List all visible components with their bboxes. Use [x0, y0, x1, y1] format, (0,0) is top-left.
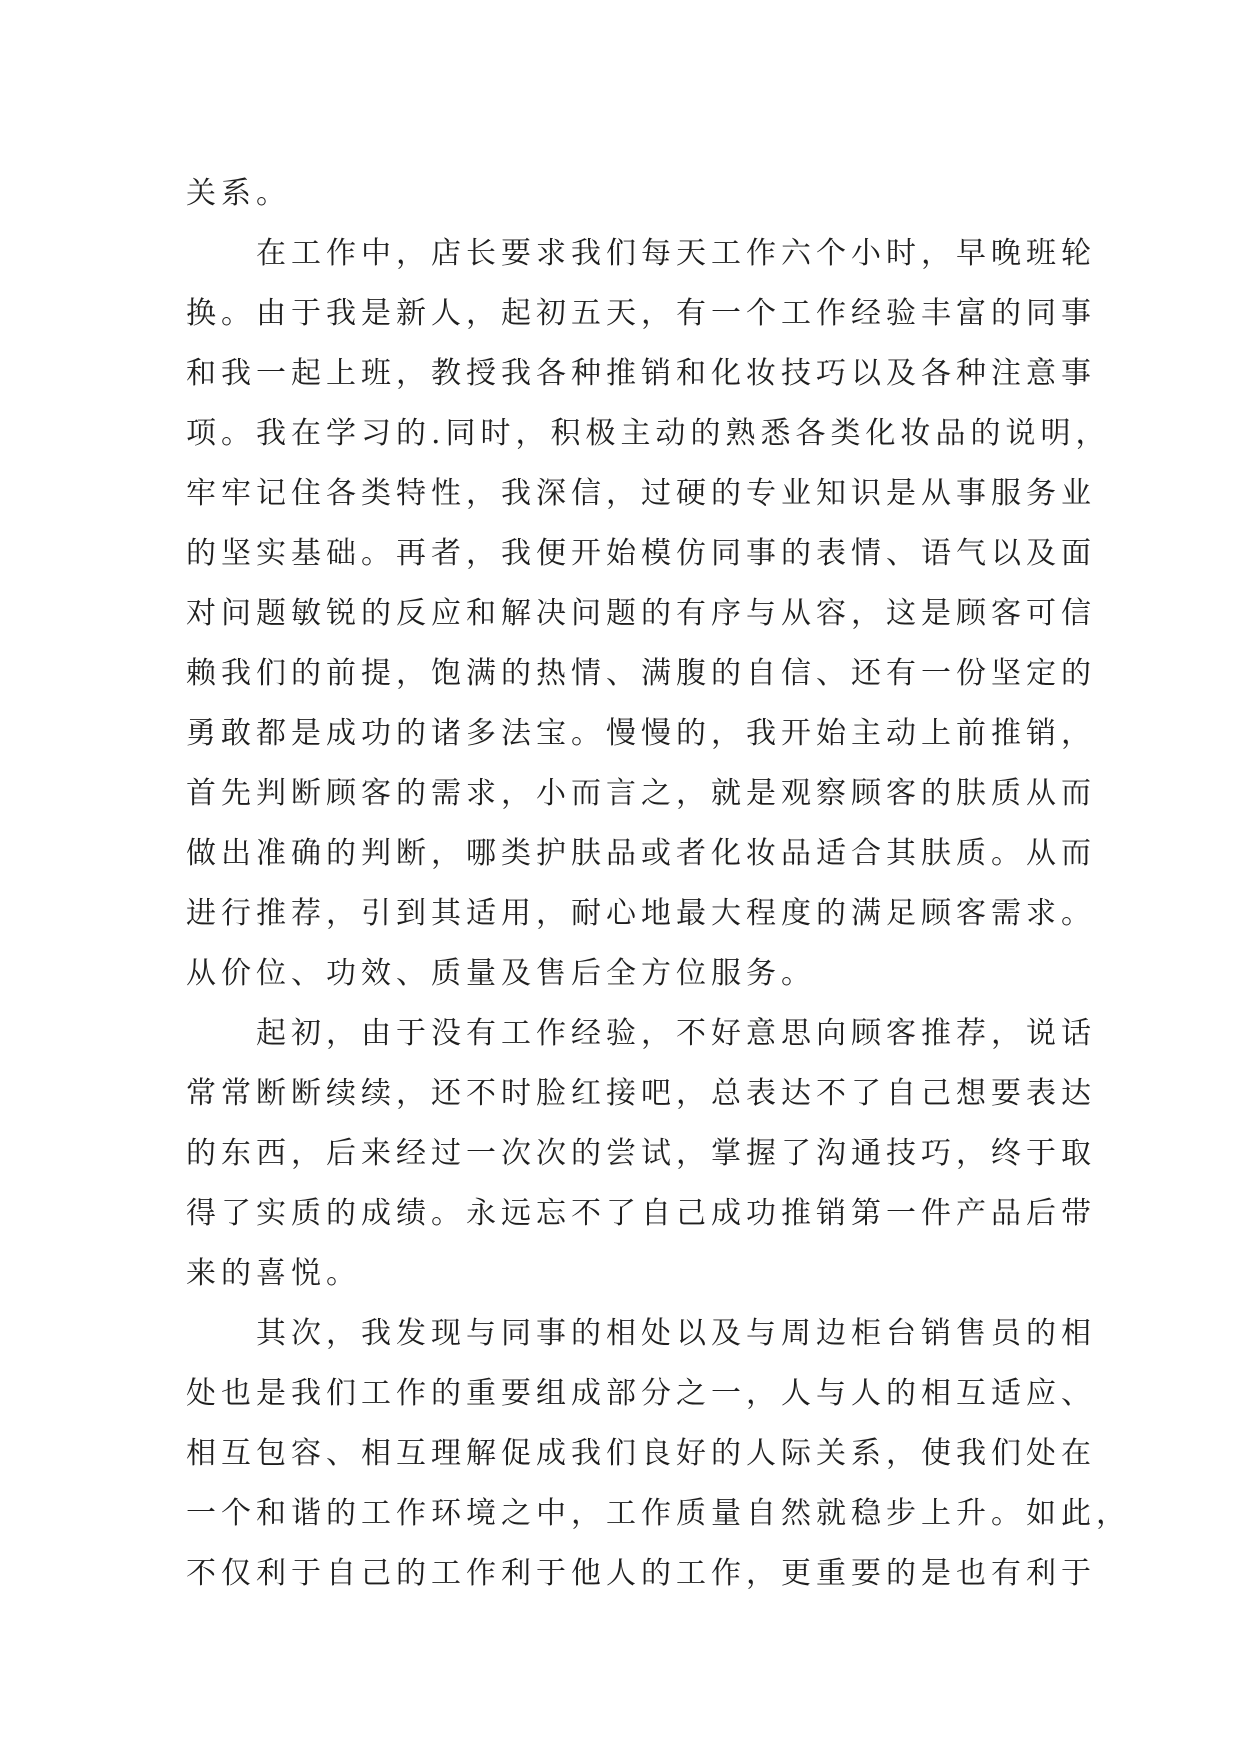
paragraph-first-line: 在工作中，店长要求我们每天工作六个小时，早晚班轮: [256, 236, 1096, 271]
text-line: 相互包容、相互理解促成我们良好的人际关系，使我们处在: [186, 1436, 1096, 1471]
text-line: 常常断断续续，还不时脸红接吧，总表达不了自己想要表达: [186, 1076, 1096, 1111]
text-line: 做出准确的判断，哪类护肤品或者化妆品适合其肤质。从而: [186, 836, 1096, 871]
text-line: 关系。: [186, 176, 291, 211]
text-line: 勇敢都是成功的诸多法宝。慢慢的，我开始主动上前推销，: [186, 716, 1096, 751]
text-line: 进行推荐，引到其适用，耐心地最大程度的满足顾客需求。: [186, 896, 1096, 931]
text-line: 一个和谐的工作环境之中，工作质量自然就稳步上升。如此，: [186, 1496, 1131, 1531]
text-line: 来的喜悦。: [186, 1256, 361, 1291]
text-line: 的东西，后来经过一次次的尝试，掌握了沟通技巧，终于取: [186, 1136, 1096, 1171]
paragraph-first-line: 其次，我发现与同事的相处以及与周边柜台销售员的相: [256, 1316, 1096, 1351]
text-line: 和我一起上班，教授我各种推销和化妆技巧以及各种注意事: [186, 356, 1096, 391]
text-line: 从价位、功效、质量及售后全方位服务。: [186, 956, 816, 991]
text-line: 对问题敏锐的反应和解决问题的有序与从容，这是顾客可信: [186, 596, 1096, 631]
text-line: 项。我在学习的.同时，积极主动的熟悉各类化妆品的说明，: [186, 416, 1111, 451]
text-line: 首先判断顾客的需求，小而言之，就是观察顾客的肤质从而: [186, 776, 1096, 811]
text-line: 不仅利于自己的工作利于他人的工作，更重要的是也有利于: [186, 1556, 1096, 1591]
text-line: 赖我们的前提，饱满的热情、满腹的自信、还有一份坚定的: [186, 656, 1096, 691]
text-line: 换。由于我是新人，起初五天，有一个工作经验丰富的同事: [186, 296, 1096, 331]
text-line: 的坚实基础。再者，我便开始模仿同事的表情、语气以及面: [186, 536, 1096, 571]
text-line: 处也是我们工作的重要组成部分之一，人与人的相互适应、: [186, 1376, 1096, 1411]
body-text: [186, 164, 1131, 1604]
text-line: 牢牢记住各类特性，我深信，过硬的专业知识是从事服务业: [186, 476, 1096, 511]
paragraph-first-line: 起初，由于没有工作经验，不好意思向顾客推荐，说话: [256, 1016, 1096, 1051]
text-line: 得了实质的成绩。永远忘不了自己成功推销第一件产品后带: [186, 1196, 1096, 1231]
